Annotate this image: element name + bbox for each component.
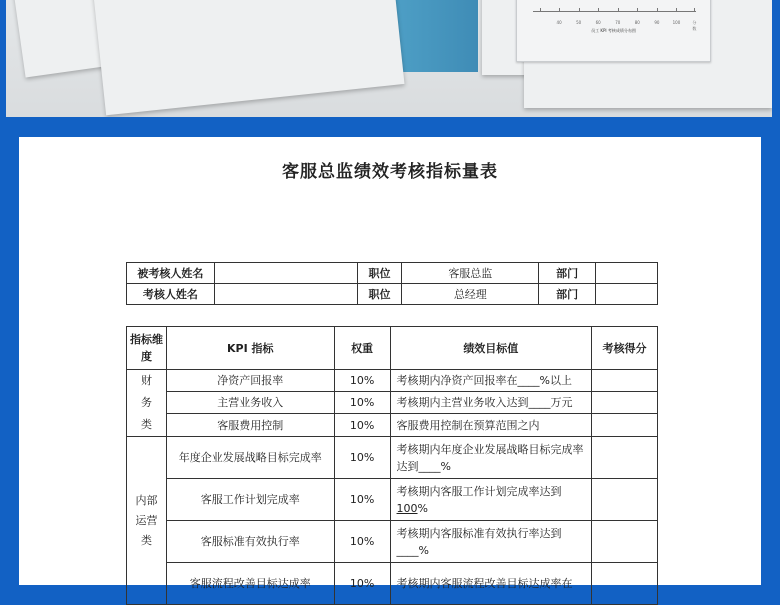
header-kpi: KPI 指标 [166,327,334,370]
kpi-weight: 10% [334,563,390,605]
header-target: 绩效目标值 [390,327,592,370]
document-sheet [19,137,761,590]
kpi-name: 年度企业发展战略目标完成率 [166,437,334,479]
kpi-score[interactable] [592,370,658,392]
kpi-target: 考核期内主营业务收入达到____万元 [390,391,592,414]
kpi-name: 主营业务收入 [166,391,334,414]
info-row [127,284,658,305]
dept-label: 部门 [539,263,596,284]
name-label: 被考核人姓名 [127,263,215,284]
table-row [127,479,658,521]
kpi-weight: 10% [334,521,390,563]
tick-label: 40 [556,20,562,25]
chart-title: 员工 KPI 考核成绩分布图 [591,28,636,33]
tick-label: 50 [576,20,582,25]
kpi-name: 客服流程改善目标达成率 [166,563,334,605]
dept-value[interactable] [596,284,658,305]
kpi-score[interactable] [592,391,658,414]
info-row [127,263,658,284]
tick-label: 60 [595,20,601,25]
dimension-finance: 财务类 [127,370,167,437]
tick-label: 100 [672,20,681,25]
kpi-weight: 10% [334,414,390,437]
kpi-score[interactable] [592,563,658,605]
target-text: 考核期内客服工作计划完成率达到 [396,484,562,498]
table-row [127,437,658,479]
position-value[interactable]: 总经理 [402,284,539,305]
kpi-name: 客服费用控制 [166,414,334,437]
table-row [127,563,658,605]
kpi-weight: 10% [334,370,390,392]
kpi-target [390,479,592,521]
kpi-score[interactable] [592,479,658,521]
kpi-target: 考核期内年度企业发展战略目标完成率达到____% [390,437,592,479]
table-row [127,391,658,414]
kpi-target: 考核期内净资产回报率在____%以上 [390,370,592,392]
kpi-target: 考核期内客服标准有效执行率达到____% [390,521,592,563]
kpi-name: 客服工作计划完成率 [166,479,334,521]
name-label: 考核人姓名 [127,284,215,305]
kpi-score[interactable] [592,437,658,479]
table-row [127,521,658,563]
header-score: 考核得分 [592,327,658,370]
dimension-operations: 内部运营类 [127,437,167,605]
name-value[interactable] [214,263,357,284]
name-value[interactable] [214,284,357,305]
kpi-weight: 10% [334,479,390,521]
kpi-table [126,326,658,605]
kpi-weight: 10% [334,437,390,479]
kpi-name: 客服标准有效执行率 [166,521,334,563]
kpi-header-row [127,327,658,370]
paper-sheet [92,0,405,115]
kpi-target: 考核期内客服流程改善目标达成率在 [390,563,592,605]
tick-label: 80 [634,20,640,25]
position-label: 职位 [357,263,402,284]
kpi-name: 净资产回报率 [166,370,334,392]
kpi-score[interactable] [592,414,658,437]
kpi-score[interactable] [592,521,658,563]
tick-label: 90 [654,20,660,25]
info-table [126,262,658,305]
dept-value[interactable] [596,263,658,284]
header-dimension: 指标维度 [127,327,167,370]
header-weight: 权重 [334,327,390,370]
hero-banner [6,0,772,117]
position-label: 职位 [357,284,402,305]
kpi-weight: 10% [334,391,390,414]
table-row [127,414,658,437]
target-suffix: % [417,501,428,515]
document-title: 客服总监绩效考核指标量表 [282,162,498,182]
kpi-target: 客服费用控制在预算范围之内 [390,414,592,437]
tick-label: 70 [615,20,621,25]
table-row [127,370,658,392]
chart-card [516,0,711,62]
target-value: 100 [396,501,418,515]
dept-label: 部门 [539,284,596,305]
tick-label: 分数 [692,20,697,31]
position-value[interactable]: 客服总监 [402,263,539,284]
